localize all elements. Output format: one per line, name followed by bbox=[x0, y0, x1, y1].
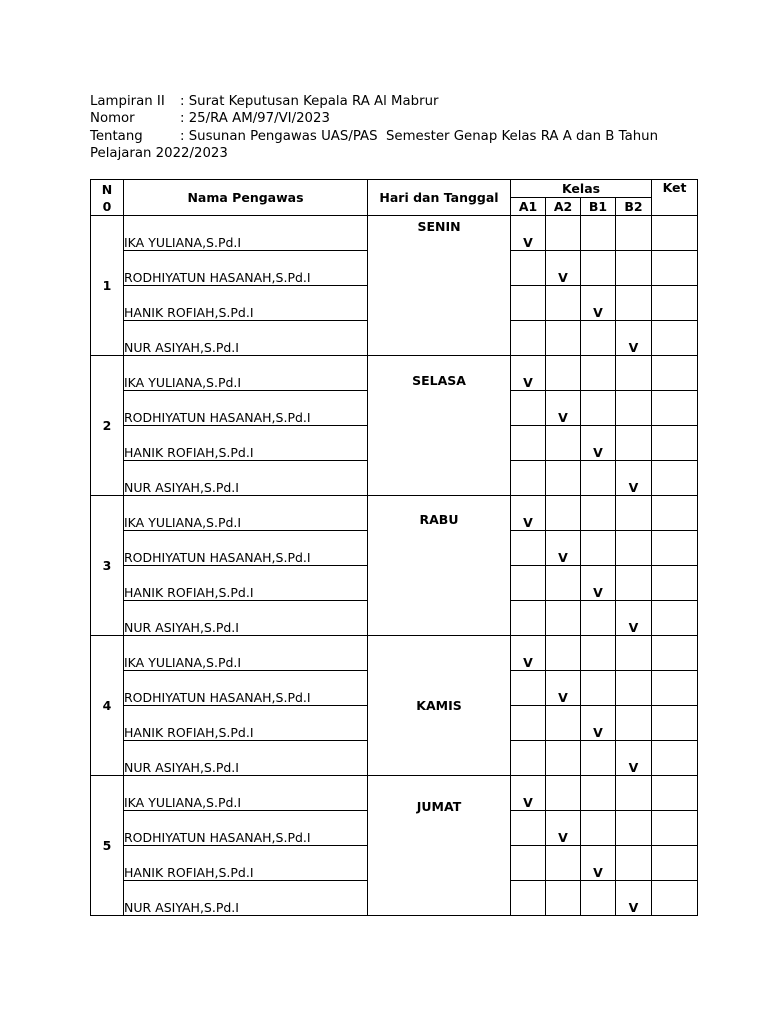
ket-cell bbox=[652, 846, 698, 881]
day-name: SENIN bbox=[417, 219, 461, 234]
ket-cell bbox=[652, 391, 698, 426]
day-name: KAMIS bbox=[416, 698, 462, 713]
day-name: RABU bbox=[419, 512, 459, 527]
kelas-cell-a2 bbox=[546, 811, 581, 846]
kelas-cell-b1 bbox=[581, 286, 616, 321]
check-mark: V bbox=[593, 305, 603, 320]
header-ket: Ket bbox=[652, 180, 698, 198]
kelas-cell-b1 bbox=[581, 776, 616, 811]
tentang-continuation: Pelajaran 2022/2023 bbox=[90, 146, 228, 162]
kelas-cell-b1 bbox=[581, 671, 616, 706]
ket-cell bbox=[652, 636, 698, 671]
row-number: 3 bbox=[91, 496, 124, 636]
header-kelas-a2: A2 bbox=[546, 198, 581, 216]
kelas-cell-b2 bbox=[616, 671, 652, 706]
kelas-cell-b1 bbox=[581, 496, 616, 531]
kelas-cell-b1 bbox=[581, 741, 616, 776]
kelas-cell-b1 bbox=[581, 321, 616, 356]
supervisor-name: NUR ASIYAH,S.Pd.I bbox=[124, 601, 368, 636]
header-ket-spacer bbox=[652, 198, 698, 216]
row-number: 5 bbox=[91, 776, 124, 916]
day-cell bbox=[368, 776, 511, 916]
check-mark: V bbox=[558, 550, 568, 565]
supervisor-name: HANIK ROFIAH,S.Pd.I bbox=[124, 706, 368, 741]
day-cell bbox=[368, 636, 511, 776]
kelas-cell-a2 bbox=[546, 566, 581, 601]
supervisor-name: IKA YULIANA,S.Pd.I bbox=[124, 496, 368, 531]
supervisor-name: NUR ASIYAH,S.Pd.I bbox=[124, 321, 368, 356]
supervisor-name: RODHIYATUN HASANAH,S.Pd.I bbox=[124, 671, 368, 706]
ket-cell bbox=[652, 776, 698, 811]
kelas-cell-b2 bbox=[616, 531, 652, 566]
supervisor-name: IKA YULIANA,S.Pd.I bbox=[124, 216, 368, 251]
table-row bbox=[91, 496, 698, 531]
check-mark: V bbox=[523, 795, 533, 810]
kelas-cell-a1 bbox=[511, 881, 546, 916]
kelas-cell-a2 bbox=[546, 496, 581, 531]
kelas-cell-b2 bbox=[616, 496, 652, 531]
supervisor-name: NUR ASIYAH,S.Pd.I bbox=[124, 881, 368, 916]
tentang-value: : Susunan Pengawas UAS/PAS Semester Genap Kelas RA A dan B Tahun bbox=[180, 128, 659, 144]
kelas-cell-b2 bbox=[616, 321, 652, 356]
supervisor-name: HANIK ROFIAH,S.Pd.I bbox=[124, 846, 368, 881]
nomor-value: : 25/RA AM/97/VI/2023 bbox=[180, 111, 330, 127]
kelas-cell-b2 bbox=[616, 251, 652, 286]
kelas-cell-b1 bbox=[581, 566, 616, 601]
kelas-cell-a2 bbox=[546, 321, 581, 356]
supervisor-name: RODHIYATUN HASANAH,S.Pd.I bbox=[124, 391, 368, 426]
ket-cell bbox=[652, 356, 698, 391]
kelas-cell-b2 bbox=[616, 706, 652, 741]
kelas-cell-a1 bbox=[511, 636, 546, 671]
check-mark: V bbox=[593, 865, 603, 880]
kelas-cell-b2 bbox=[616, 286, 652, 321]
kelas-cell-b1 bbox=[581, 846, 616, 881]
kelas-cell-a1 bbox=[511, 846, 546, 881]
table-row bbox=[91, 776, 698, 811]
kelas-cell-b2 bbox=[616, 356, 652, 391]
kelas-cell-a1 bbox=[511, 741, 546, 776]
kelas-cell-a2 bbox=[546, 776, 581, 811]
kelas-cell-a1 bbox=[511, 391, 546, 426]
kelas-cell-a2 bbox=[546, 671, 581, 706]
kelas-cell-a1 bbox=[511, 706, 546, 741]
ket-cell bbox=[652, 461, 698, 496]
ket-cell bbox=[652, 811, 698, 846]
header-kelas: Kelas bbox=[511, 180, 652, 198]
kelas-cell-b1 bbox=[581, 881, 616, 916]
day-cell bbox=[368, 496, 511, 636]
ket-cell bbox=[652, 881, 698, 916]
ket-cell bbox=[652, 671, 698, 706]
kelas-cell-b1 bbox=[581, 391, 616, 426]
supervisor-name: IKA YULIANA,S.Pd.I bbox=[124, 356, 368, 391]
document-header bbox=[90, 93, 658, 163]
supervisor-name: HANIK ROFIAH,S.Pd.I bbox=[124, 286, 368, 321]
kelas-cell-b2 bbox=[616, 741, 652, 776]
kelas-cell-b1 bbox=[581, 706, 616, 741]
kelas-cell-b2 bbox=[616, 566, 652, 601]
check-mark: V bbox=[523, 515, 533, 530]
kelas-cell-a1 bbox=[511, 461, 546, 496]
check-mark: V bbox=[628, 340, 639, 355]
ket-cell bbox=[652, 531, 698, 566]
ket-cell bbox=[652, 426, 698, 461]
kelas-cell-b1 bbox=[581, 636, 616, 671]
nomor-label: Nomor bbox=[90, 111, 135, 127]
day-cell bbox=[368, 216, 511, 356]
supervisor-name: RODHIYATUN HASANAH,S.Pd.I bbox=[124, 811, 368, 846]
day-name: JUMAT bbox=[416, 799, 462, 814]
ket-cell bbox=[652, 286, 698, 321]
kelas-cell-a1 bbox=[511, 251, 546, 286]
check-mark: V bbox=[558, 830, 568, 845]
row-number: 4 bbox=[91, 636, 124, 776]
header-kelas-b2: B2 bbox=[616, 198, 652, 216]
day-cell bbox=[368, 356, 511, 496]
kelas-cell-b2 bbox=[616, 881, 652, 916]
kelas-cell-a2 bbox=[546, 636, 581, 671]
check-mark: V bbox=[593, 725, 603, 740]
kelas-cell-b1 bbox=[581, 601, 616, 636]
ket-cell bbox=[652, 216, 698, 251]
lampiran-row bbox=[90, 93, 658, 110]
supervisor-name: HANIK ROFIAH,S.Pd.I bbox=[124, 566, 368, 601]
check-mark: V bbox=[558, 410, 568, 425]
tentang-label: Tentang bbox=[90, 128, 143, 144]
table-row bbox=[91, 356, 698, 391]
kelas-cell-a2 bbox=[546, 216, 581, 251]
kelas-cell-a2 bbox=[546, 601, 581, 636]
check-mark: V bbox=[628, 760, 639, 775]
check-mark: V bbox=[593, 585, 603, 600]
nomor-row bbox=[90, 110, 658, 127]
check-mark: V bbox=[523, 235, 533, 250]
supervisor-table bbox=[90, 179, 698, 916]
kelas-cell-b2 bbox=[616, 391, 652, 426]
kelas-cell-b1 bbox=[581, 251, 616, 286]
day-name: SELASA bbox=[412, 373, 466, 388]
kelas-cell-a1 bbox=[511, 671, 546, 706]
kelas-cell-a1 bbox=[511, 776, 546, 811]
ket-cell bbox=[652, 566, 698, 601]
kelas-cell-b2 bbox=[616, 636, 652, 671]
supervisor-name: HANIK ROFIAH,S.Pd.I bbox=[124, 426, 368, 461]
table-row bbox=[91, 216, 698, 251]
kelas-cell-a2 bbox=[546, 741, 581, 776]
kelas-cell-b1 bbox=[581, 216, 616, 251]
kelas-cell-a1 bbox=[511, 356, 546, 391]
supervisor-name: IKA YULIANA,S.Pd.I bbox=[124, 636, 368, 671]
check-mark: V bbox=[558, 270, 568, 285]
check-mark: V bbox=[523, 655, 533, 670]
table-row bbox=[91, 636, 698, 671]
kelas-cell-a2 bbox=[546, 251, 581, 286]
kelas-cell-b2 bbox=[616, 461, 652, 496]
kelas-cell-b2 bbox=[616, 776, 652, 811]
kelas-cell-a1 bbox=[511, 496, 546, 531]
kelas-cell-b1 bbox=[581, 811, 616, 846]
kelas-cell-a1 bbox=[511, 601, 546, 636]
kelas-cell-b1 bbox=[581, 426, 616, 461]
header-no-line1: N bbox=[101, 181, 113, 197]
tentang-row bbox=[90, 128, 658, 145]
kelas-cell-b2 bbox=[616, 811, 652, 846]
kelas-cell-a2 bbox=[546, 356, 581, 391]
supervisor-name: NUR ASIYAH,S.Pd.I bbox=[124, 461, 368, 496]
kelas-cell-a1 bbox=[511, 321, 546, 356]
ket-cell bbox=[652, 496, 698, 531]
ket-cell bbox=[652, 706, 698, 741]
row-number: 2 bbox=[91, 356, 124, 496]
lampiran-value: : Surat Keputusan Kepala RA Al Mabrur bbox=[180, 94, 439, 109]
supervisor-name: IKA YULIANA,S.Pd.I bbox=[124, 776, 368, 811]
ket-cell bbox=[652, 321, 698, 356]
header-kelas-b1: B1 bbox=[581, 198, 616, 216]
kelas-cell-b1 bbox=[581, 531, 616, 566]
lampiran-label: Lampiran II bbox=[90, 94, 165, 109]
supervisor-name: NUR ASIYAH,S.Pd.I bbox=[124, 741, 368, 776]
kelas-cell-a1 bbox=[511, 286, 546, 321]
check-mark: V bbox=[628, 620, 639, 635]
kelas-cell-b2 bbox=[616, 601, 652, 636]
supervisor-name: RODHIYATUN HASANAH,S.Pd.I bbox=[124, 251, 368, 286]
kelas-cell-a2 bbox=[546, 706, 581, 741]
kelas-cell-b1 bbox=[581, 461, 616, 496]
kelas-cell-a2 bbox=[546, 531, 581, 566]
kelas-cell-a1 bbox=[511, 566, 546, 601]
kelas-cell-a2 bbox=[546, 846, 581, 881]
table-body bbox=[91, 216, 698, 916]
kelas-cell-a1 bbox=[511, 216, 546, 251]
ket-cell bbox=[652, 741, 698, 776]
kelas-cell-a2 bbox=[546, 426, 581, 461]
header-no bbox=[91, 180, 124, 216]
kelas-cell-a2 bbox=[546, 391, 581, 426]
check-mark: V bbox=[558, 690, 568, 705]
kelas-cell-b2 bbox=[616, 426, 652, 461]
check-mark: V bbox=[523, 375, 533, 390]
kelas-cell-a2 bbox=[546, 881, 581, 916]
kelas-cell-a1 bbox=[511, 531, 546, 566]
kelas-cell-b2 bbox=[616, 216, 652, 251]
header-hari-tanggal: Hari dan Tanggal bbox=[368, 180, 511, 216]
kelas-cell-b1 bbox=[581, 356, 616, 391]
kelas-cell-b2 bbox=[616, 846, 652, 881]
supervisor-name: RODHIYATUN HASANAH,S.Pd.I bbox=[124, 531, 368, 566]
kelas-cell-a1 bbox=[511, 426, 546, 461]
header-no-line2: 0 bbox=[102, 198, 112, 214]
ket-cell bbox=[652, 601, 698, 636]
kelas-cell-a2 bbox=[546, 461, 581, 496]
check-mark: V bbox=[628, 900, 639, 915]
header-nama-pengawas: Nama Pengawas bbox=[124, 180, 368, 216]
check-mark: V bbox=[593, 445, 603, 460]
kelas-cell-a1 bbox=[511, 811, 546, 846]
header-kelas-a1: A1 bbox=[511, 198, 546, 216]
ket-cell bbox=[652, 251, 698, 286]
check-mark: V bbox=[628, 480, 639, 495]
row-number: 1 bbox=[91, 216, 124, 356]
kelas-cell-a2 bbox=[546, 286, 581, 321]
